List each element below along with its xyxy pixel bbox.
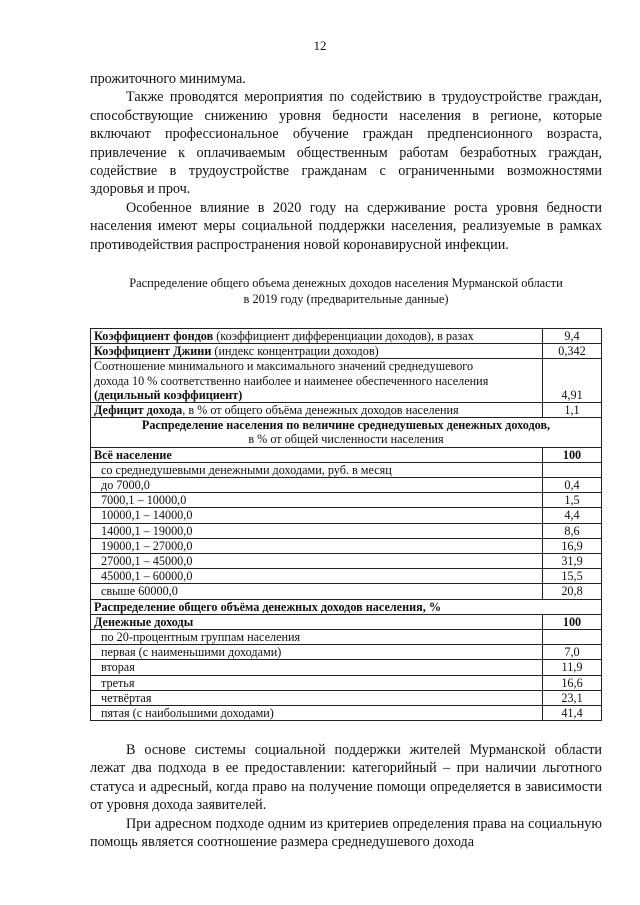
caption-line-1: Распределение общего объема денежных доходов населения Мурманской области <box>129 276 563 290</box>
table-row <box>91 630 602 645</box>
table-row <box>91 462 602 477</box>
bottom-text <box>90 741 602 851</box>
paragraph-influence: Особенное влияние в 2020 году на сдерживание роста уровня бедности населения имеют меры социальной поддержки населения, реализуемые в рамках противодействия распространения новой коронавирусной инфекции. <box>90 199 602 253</box>
table-row <box>91 508 602 523</box>
table-row <box>91 478 602 493</box>
row-label: 45000,1 – 60000,0 <box>91 569 543 584</box>
row-label: четвёртая <box>91 690 543 705</box>
row-value: 23,1 <box>543 690 602 705</box>
row-label: Всё население <box>91 447 543 462</box>
label-rest: , в % от общего объёма денежных доходов населения <box>182 403 459 418</box>
row-value: 7,0 <box>543 645 602 660</box>
table-row <box>91 344 602 359</box>
label-line-1: Соотношение минимального и максимального значений среднедушевого <box>94 359 474 374</box>
row-value: 1,1 <box>543 403 602 418</box>
table-row <box>91 554 602 569</box>
paragraph-continuation: прожиточного минимума. <box>90 71 246 87</box>
label-rest: (коэффициент дифференциации доходов), в разах <box>213 329 474 343</box>
table-row <box>91 447 602 462</box>
row-value <box>543 462 602 477</box>
row-value: 9,4 <box>543 329 602 344</box>
row-label: 10000,1 – 14000,0 <box>91 508 543 523</box>
row-label: 19000,1 – 27000,0 <box>91 538 543 553</box>
row-value: 15,5 <box>543 569 602 584</box>
top-text <box>90 70 602 254</box>
row-value: 4,4 <box>543 508 602 523</box>
row-label <box>91 403 543 418</box>
row-label: свыше 60000,0 <box>91 584 543 599</box>
row-value: 4,91 <box>543 359 602 403</box>
row-value: 100 <box>543 447 602 462</box>
section-header-row <box>91 599 602 614</box>
table-row <box>91 329 602 344</box>
section-title: Распределение населения по величине среднедушевых денежных доходов, <box>141 418 551 433</box>
row-label: третья <box>91 675 543 690</box>
row-value: 8,6 <box>543 523 602 538</box>
row-value: 31,9 <box>543 554 602 569</box>
row-label: 27000,1 – 45000,0 <box>91 554 543 569</box>
table-row <box>91 359 602 403</box>
income-distribution-table <box>90 328 602 721</box>
row-value: 0,4 <box>543 478 602 493</box>
row-value: 41,4 <box>543 706 602 721</box>
row-value: 16,9 <box>543 538 602 553</box>
row-label: Денежные доходы <box>91 614 543 629</box>
table-row <box>91 675 602 690</box>
row-value: 1,5 <box>543 493 602 508</box>
row-label <box>91 359 543 403</box>
section-header-row <box>91 418 602 447</box>
table-row <box>91 538 602 553</box>
row-value: 0,342 <box>543 344 602 359</box>
table-row <box>91 523 602 538</box>
table-row <box>91 493 602 508</box>
table-row <box>91 706 602 721</box>
row-value: 11,9 <box>543 660 602 675</box>
row-label: пятая (с наибольшими доходами) <box>91 706 543 721</box>
table-caption <box>90 275 602 307</box>
table-row <box>91 569 602 584</box>
paragraph-criteria: При адресном подходе одним из критериев определения права на социальную помощь является соотношение размера среднедушевого дохода <box>90 815 602 851</box>
section-subtitle: в % от общей численности населения <box>248 432 444 447</box>
table-row <box>91 584 602 599</box>
row-label <box>91 329 543 344</box>
label-bold: (децильный коэффициент) <box>94 387 243 402</box>
section-header: Распределение общего объёма денежных доходов населения, % <box>91 599 602 614</box>
label-rest: (индекс концентрации доходов) <box>211 344 379 359</box>
label-bold: Дефицит дохода <box>94 403 183 418</box>
table-row <box>91 690 602 705</box>
row-label <box>91 344 543 359</box>
row-label: вторая <box>91 660 543 675</box>
row-value: 16,6 <box>543 675 602 690</box>
row-label: по 20-процентным группам населения <box>91 630 543 645</box>
table-row <box>91 614 602 629</box>
caption-line-2: в 2019 году (предварительные данные) <box>243 292 449 306</box>
paragraph-approaches: В основе системы социальной поддержки жителей Мурманской области лежат два подхода в ее предоставлении: категорийный – при наличии льготного статуса и адресный, когда право на получение помощи определяется в зависимости от уровня дохода заявителей. <box>90 742 602 814</box>
section-header <box>91 418 602 447</box>
row-label: 7000,1 – 10000,0 <box>91 493 543 508</box>
row-label: до 7000,0 <box>91 478 543 493</box>
row-label: 14000,1 – 19000,0 <box>91 523 543 538</box>
page-number: 12 <box>313 38 327 53</box>
row-label: со среднедушевыми денежными доходами, руб. в месяц <box>91 462 543 477</box>
label-line-2: дохода 10 % соответственно наиболее и наименее обеспеченного населения <box>94 373 489 388</box>
table-row <box>91 660 602 675</box>
label-bold: Коэффициент фондов <box>94 329 214 343</box>
table-row <box>91 645 602 660</box>
paragraph-measures: Также проводятся мероприятия по содействию в трудоустройстве граждан, способствующие снижению уровня бедности населения в регионе, которые включают профессиональное обучение граждан предпенсионного возраста, привлечение к оплачиваемым общественным работам безработных граждан, содействие в трудоустройстве гражданам с ограниченными возможностями здоровья и проч. <box>90 89 602 198</box>
table-row <box>91 403 602 418</box>
row-value: 100 <box>543 614 602 629</box>
row-value: 20,8 <box>543 584 602 599</box>
row-label: первая (с наименьшими доходами) <box>91 645 543 660</box>
label-bold: Коэффициент Джини <box>94 344 212 359</box>
row-value <box>543 630 602 645</box>
